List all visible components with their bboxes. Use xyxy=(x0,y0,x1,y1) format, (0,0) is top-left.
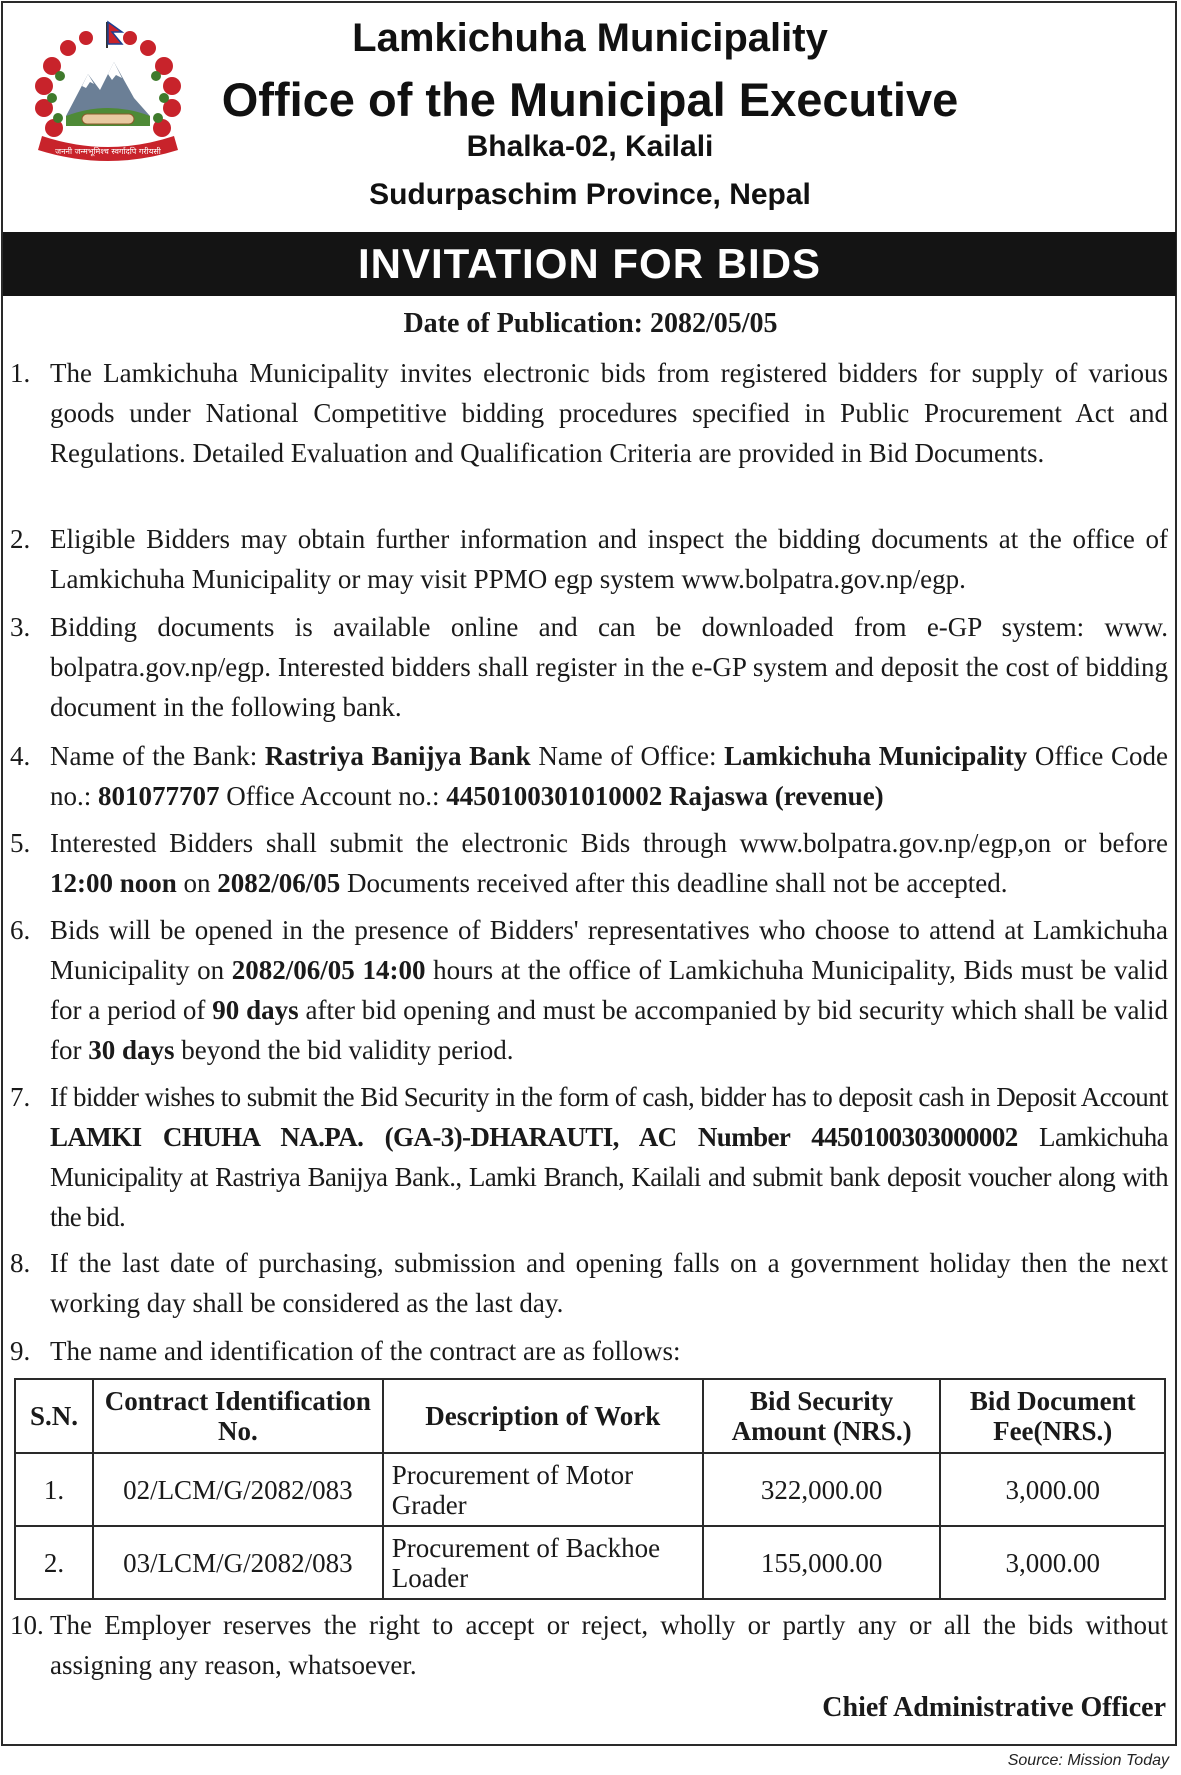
item-text: The Employer reserves the right to accept or reject, wholly or partly any or all the bids without assigning any reason, whatsoever. xyxy=(50,1610,1168,1680)
publication-date xyxy=(0,308,1181,340)
item-text: Eligible Bidders may obtain further information and inspect the bidding documents at the office of Lamkichuha Municipality or may visit PPMO egp system www.bolpatra.gov.np/egp. xyxy=(50,524,1168,594)
col-document-fee: Bid Document Fee(NRS.) xyxy=(940,1379,1165,1453)
table-row: 1. 02/LCM/G/2082/083 Procurement of Motor Grader 322,000.00 3,000.00 xyxy=(15,1453,1165,1526)
source-credit: Source: Mission Today xyxy=(1007,1752,1169,1769)
item-text: The Lamkichuha Municipality invites electronic bids from registered bidders for supply of various goods under National Competitive bidding procedures specified in Public Procurement Act and Regulations. Detailed Evaluation and Qualification Criteria are provided in Bid Documents. xyxy=(50,358,1168,468)
table-row: 2. 03/LCM/G/2082/083 Procurement of Backhoe Loader 155,000.00 3,000.00 xyxy=(15,1526,1165,1599)
col-description: Description of Work xyxy=(383,1379,703,1453)
publication-label: Date of Publication: xyxy=(403,308,643,339)
nepal-emblem-icon xyxy=(22,18,194,168)
list-item-7: 7. If bidder wishes to submit the Bid Security in the form of cash, bidder has to deposit cash in Deposit Account LAMKI CHUHA NA.PA. (GA-3)-DHARAUTI, AC Number 4450100303000002 Lamkichuha Municipality at Rastriya Banijya Bank., Lamki Branch, Kailali and submit bank deposit voucher along with the bid. xyxy=(10,1077,1168,1237)
col-bid-security: Bid Security Amount (NRS.) xyxy=(703,1379,941,1453)
list-item-8: 8. If the last date of purchasing, submission and opening falls on a government holiday then the next working day shall be considered as the last day. xyxy=(10,1243,1168,1323)
bid-validity: 90 days xyxy=(212,995,299,1025)
item-text: If the last date of purchasing, submission and opening falls on a government holiday then the next working day shall be considered as the last day. xyxy=(50,1248,1168,1318)
municipality-name: Lamkichuha Municipality xyxy=(352,16,828,60)
opening-datetime: 2082/06/05 14:00 xyxy=(231,955,426,985)
office-name: Office of the Municipal Executive xyxy=(221,73,959,126)
security-validity: 30 days xyxy=(88,1035,175,1065)
deadline-time: 12:00 noon xyxy=(50,868,177,898)
list-item-10: 10. The Employer reserves the right to accept or reject, wholly or partly any or all the bids without assigning any reason, whatsoever. xyxy=(10,1605,1168,1685)
item-text: Bidding documents is available online and can be downloaded from e-GP system: www. bolpatra.gov.np/egp. Interested bidders shall register in the e-GP system and deposit the cost of bidding document in the following bank. xyxy=(50,612,1168,722)
list-item-1: 1. The Lamkichuha Municipality invites electronic bids from registered bidders for supply of various goods under National Competitive bidding procedures specified in Public Procurement Act and Regulations. Detailed Evaluation and Qualification Criteria are provided in Bid Documents. xyxy=(10,353,1168,473)
bank-name: Rastriya Banijya Bank xyxy=(264,741,531,771)
col-contract-id: Contract Identification No. xyxy=(93,1379,383,1453)
office-name-value: Lamkichuha Municipality xyxy=(724,741,1028,771)
list-item-9: 9. The name and identification of the contract are as follows: xyxy=(10,1331,1168,1371)
list-item-5: 5. Interested Bidders shall submit the electronic Bids through www.bolpatra.gov.np/egp,on or before 12:00 noon on 2082/06/05 Documents received after this deadline shall not be accepted. xyxy=(10,823,1168,903)
list-item-4: 4. Name of the Bank: Rastriya Banijya Bank Name of Office: Lamkichuha Municipality Office Code no.: 801077707 Office Account no.: 4450100301010002 Rajaswa (revenue) xyxy=(10,736,1168,816)
emblem-motto: जननी जन्मभूमिश्च स्वर्गादपि गरीयसी xyxy=(55,147,161,156)
item-text: If bidder wishes to submit the Bid Security in the form of cash, bidder has to deposit cash in Deposit Account LAMKI CHUHA NA.PA. (GA-3)-DHARAUTI, AC Number 4450100303000002 Lamkichuha Municipality at Rastriya Banijya Bank., Lamki Branch, Kailali and submit bank deposit voucher along with the bid. xyxy=(50,1082,1168,1232)
deadline-date: 2082/06/05 xyxy=(217,868,341,898)
contract-table xyxy=(14,1378,1166,1600)
office-account: 4450100301010002 Rajaswa (revenue) xyxy=(446,781,884,811)
item-text: Bids will be opened in the presence of Bidders' representatives who choose to attend at Lamkichuha Municipality on 2082/06/05 14:00 hours at the office of Lamkichuha Municipality, Bids must be valid for a period of 90 days after bid opening and must be accompanied by bid security which shall be valid for 30 days beyond the bid validity period. xyxy=(50,915,1169,1065)
publication-value: 2082/05/05 xyxy=(649,308,778,339)
list-item-3: 3. Bidding documents is available online and can be downloaded from e-GP system: www. bolpatra.gov.np/egp. Interested bidders shall register in the e-GP system and deposit the cost of bidding document in the following bank. xyxy=(10,607,1168,727)
province: Sudurpaschim Province, Nepal xyxy=(369,178,811,211)
item-text: Interested Bidders shall submit the electronic Bids through www.bolpatra.gov.np/egp,on or before 12:00 noon on 2082/06/05 Documents received after this deadline shall not be accepted. xyxy=(50,828,1168,898)
office-code: 801077707 xyxy=(98,781,220,811)
item-text: Name of the Bank: Rastriya Banijya Bank Name of Office: Lamkichuha Municipality Office Code no.: 801077707 Office Account no.: 4450100301010002 Rajaswa (revenue) xyxy=(50,741,1168,811)
list-item-6: 6. Bids will be opened in the presence of Bidders' representatives who choose to attend at Lamkichuha Municipality on 2082/06/05 14:00 hours at the office of Lamkichuha Municipality, Bids must be valid for a period of 90 days after bid opening and must be accompanied by bid security which shall be valid for 30 days beyond the bid validity period. xyxy=(10,910,1168,1070)
signatory: Chief Administrative Officer xyxy=(822,1692,1166,1723)
notice-title: INVITATION FOR BIDS xyxy=(3,232,1176,296)
list-item-2: 2. Eligible Bidders may obtain further information and inspect the bidding documents at the office of Lamkichuha Municipality or may visit PPMO egp system www.bolpatra.gov.np/egp. xyxy=(10,519,1168,599)
table-header-row xyxy=(15,1379,1165,1453)
item-text: The name and identification of the contract are as follows: xyxy=(50,1336,681,1366)
deposit-account: LAMKI CHUHA NA.PA. (GA-3)-DHARAUTI, AC Number 4450100303000002 xyxy=(50,1122,1018,1152)
office-address: Bhalka-02, Kailali xyxy=(466,130,714,163)
col-sn: S.N. xyxy=(15,1379,93,1453)
